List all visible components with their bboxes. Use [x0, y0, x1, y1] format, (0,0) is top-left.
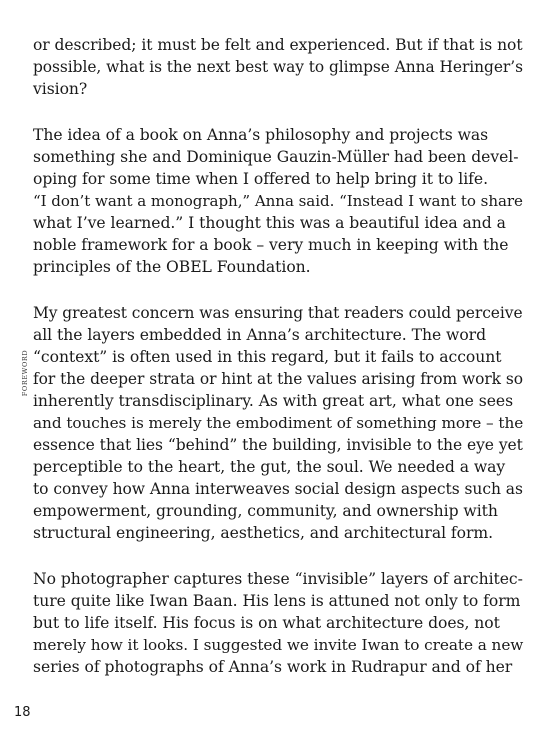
section-label: FOREWORD [21, 349, 29, 397]
text-line: The idea of a book on Anna’s philosophy and projects was [33, 126, 489, 144]
text-line: inherently transdisciplinary. As with great art, what one sees [33, 392, 514, 410]
body-text [33, 34, 523, 702]
text-line: My greatest concern was ensuring that readers could perceive [33, 304, 523, 322]
text-line: vision? [33, 80, 88, 98]
text-line: and touches is merely the embodiment of something more – the [33, 414, 524, 432]
paragraph [33, 568, 523, 678]
text-line: structural engineering, aesthetics, and architectural form. [33, 524, 494, 542]
text-line: all the layers embedded in Anna’s architecture. The word [33, 326, 487, 344]
text-line: empowerment, grounding, community, and ownership with [33, 502, 498, 520]
text-line: what I’ve learned.” I thought this was a beautiful idea and a [33, 214, 506, 232]
text-line: but to life itself. His focus is on what architecture does, not [33, 614, 500, 632]
text-line: merely how it looks. I suggested we invite Iwan to create a new [33, 636, 524, 654]
text-line: “I don’t want a monograph,” Anna said. “Instead I want to share [33, 192, 523, 210]
text-line: or described; it must be felt and experienced. But if that is not [33, 36, 523, 54]
paragraph [33, 124, 523, 278]
text-line: No photographer captures these “invisible” layers of architec- [33, 570, 523, 588]
text-line: essence that lies “behind” the building, invisible to the eye yet [33, 436, 523, 454]
text-line: “context” is often used in this regard, but it fails to account [33, 348, 502, 366]
paragraph [33, 34, 523, 100]
text-line: something she and Dominique Gauzin-Müller had been devel- [33, 148, 519, 166]
text-line: for the deeper strata or hint at the values arising from work so [33, 370, 523, 388]
text-line: perceptible to the heart, the gut, the soul. We needed a way [33, 458, 506, 476]
page-number: 18 [14, 705, 31, 720]
text-line: possible, what is the next best way to glimpse Anna Heringer’s [33, 58, 523, 76]
text-line: series of photographs of Anna’s work in Rudrapur and of her [33, 658, 513, 676]
text-line: principles of the OBEL Foundation. [33, 258, 311, 276]
text-line: ture quite like Iwan Baan. His lens is attuned not only to form [33, 592, 521, 610]
text-line: to convey how Anna interweaves social design aspects such as [33, 480, 523, 498]
text-line: noble framework for a book – very much in keeping with the [33, 236, 509, 254]
paragraph [33, 302, 523, 544]
text-line: oping for some time when I offered to help bring it to life. [33, 170, 488, 188]
